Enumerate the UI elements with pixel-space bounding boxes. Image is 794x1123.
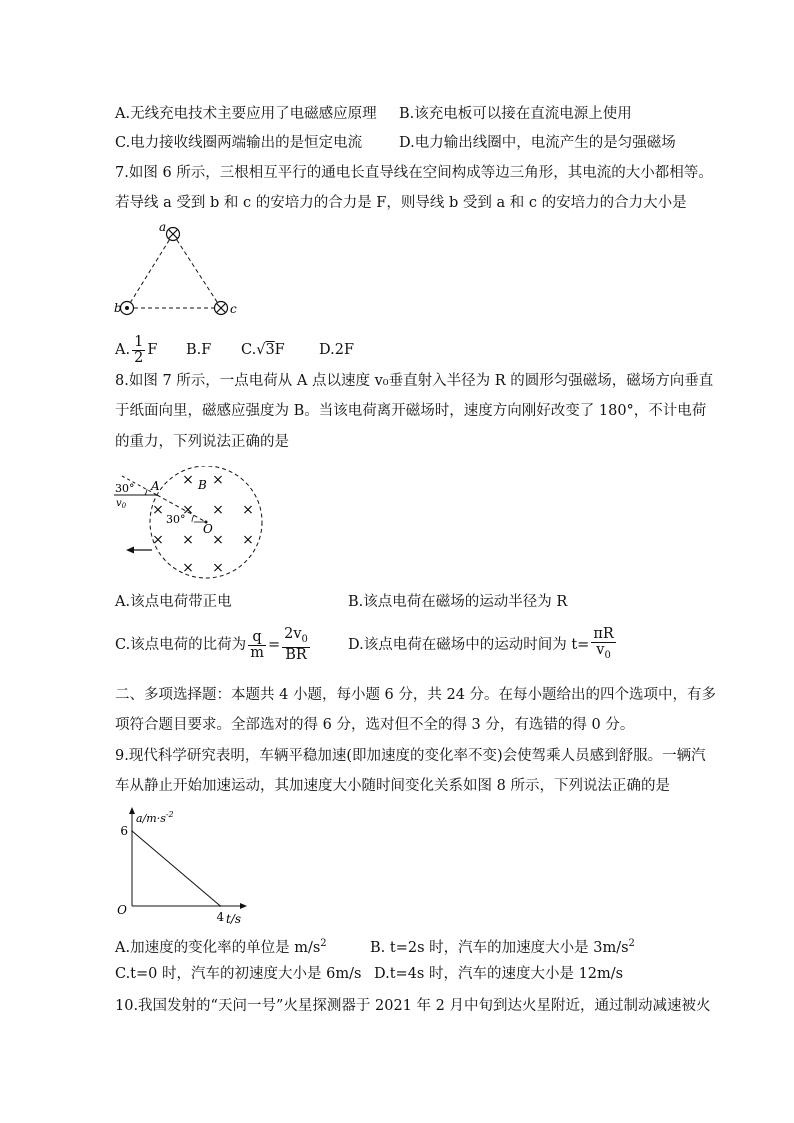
q10-stem-line1: 10.我国发射的“天问一号”火星探测器于 2021 年 2 月中旬到达火星附近，通过制动减速被火 bbox=[115, 998, 711, 1014]
x-axis-arrow-icon bbox=[240, 903, 247, 909]
q8-option-c-den-br: BR bbox=[285, 646, 307, 663]
q7-option-c-suffix: F bbox=[274, 342, 285, 358]
q9-option-d: D.t=4s 时，汽车的速度大小是 12m/s bbox=[374, 966, 624, 982]
data-point bbox=[220, 905, 222, 907]
q7-option-a-den: 2 bbox=[134, 349, 144, 366]
x-axis-label: t/s bbox=[226, 912, 242, 926]
q7-option-d: D.2F bbox=[319, 342, 355, 358]
wire-b-out-of-page-icon bbox=[121, 302, 134, 315]
label-b: b bbox=[114, 301, 122, 315]
q6-option-d: D.电力输出线圈中，电流产生的是匀强磁场 bbox=[399, 135, 676, 151]
field-cross-mark: × bbox=[212, 532, 224, 548]
q9-option-b bbox=[370, 934, 635, 958]
q7-option-c-prefix: C. bbox=[241, 342, 257, 358]
q6-option-b: B.该充电板可以接在直流电源上使用 bbox=[399, 106, 632, 122]
label-O: O bbox=[203, 522, 213, 536]
label-c: c bbox=[230, 302, 237, 316]
exit-arrow-head-icon bbox=[126, 547, 134, 554]
q8-stem-line1: 8.如图 7 所示，一点电荷从 A 点以速度 v₀垂直射入半径为 R 的圆形匀强磁场，磁场方向垂直 bbox=[115, 373, 714, 389]
q6-option-c: C.电力接收线圈两端输出的是恒定电流 bbox=[115, 135, 363, 151]
label-a: a bbox=[159, 220, 167, 234]
label-B: B bbox=[198, 478, 207, 492]
q8-option-d-prefix: D.该点电荷在磁场中的运动时间为 t= bbox=[348, 637, 590, 653]
q9-stem-line1: 9.现代科学研究表明，车辆平稳加速(即加速度的变化率不变)会使驾乘人员感到舒服。一辆汽 bbox=[115, 748, 706, 764]
q7-figure-triangle bbox=[110, 218, 250, 323]
triangle-side-ab bbox=[127, 234, 173, 308]
q7-option-a-suffix: F bbox=[147, 342, 158, 358]
field-cross-mark: × bbox=[152, 502, 164, 518]
field-cross-mark: × bbox=[182, 472, 194, 488]
q7-option-a-num: 1 bbox=[134, 333, 144, 350]
q7-stem-line2: 若导线 a 受到 b 和 c 的安培力的合力是 F，则导线 b 受到 a 和 c 的安培力的合力大小是 bbox=[115, 195, 687, 211]
field-cross-mark: × bbox=[182, 502, 194, 518]
q9-option-a-sup: 2 bbox=[320, 938, 327, 949]
q8-option-c bbox=[115, 625, 312, 665]
wire-c-into-page-icon bbox=[215, 302, 228, 315]
q9-acceleration-time-chart bbox=[110, 804, 250, 929]
y-axis-arrow-icon bbox=[129, 807, 135, 814]
q8-option-c-num-2v: 2v bbox=[284, 626, 302, 643]
wire-a-into-page-icon bbox=[167, 228, 180, 241]
q8-option-d bbox=[348, 625, 618, 665]
q8-option-a: A.该点电荷带正电 bbox=[115, 594, 232, 610]
angle-label-o: 30° bbox=[166, 513, 186, 526]
label-v0-main: v bbox=[116, 498, 122, 509]
q9-stem-line2: 车从静止开始加速运动，其加速度大小随时间变化关系如图 8 所示，下列说法正确的是 bbox=[115, 778, 670, 794]
q9-option-b-sup: 2 bbox=[628, 938, 635, 949]
field-cross-mark: × bbox=[212, 560, 224, 576]
q9-option-a bbox=[115, 934, 327, 958]
q8-stem-line3: 的重力，下列说法正确的是 bbox=[115, 434, 289, 450]
label-v0 bbox=[116, 498, 127, 510]
q8-option-c-num-q: q bbox=[248, 630, 266, 646]
q8-option-c-num-sub: 0 bbox=[301, 633, 308, 645]
q9-option-a-text: A.加速度的变化率的单位是 m/s bbox=[115, 939, 321, 956]
q7-option-a-prefix: A. bbox=[115, 342, 131, 358]
q8-stem-line2: 于纸面向里，磁感应强度为 B。当该电荷离开磁场时，速度方向刚好改变了 180°，不计电荷 bbox=[115, 403, 707, 419]
series-line bbox=[132, 831, 220, 906]
field-cross-mark: × bbox=[182, 532, 194, 548]
angle-arc-a bbox=[145, 489, 147, 495]
q7-stem-line1: 7.如图 6 所示，三根相互平行的通电长直导线在空间构成等边三角形，其电流的大小都相等。 bbox=[115, 165, 713, 181]
q8-option-c-equals: = bbox=[267, 637, 281, 653]
field-cross-mark: × bbox=[242, 532, 254, 548]
q8-figure-magnetic-field bbox=[110, 466, 270, 586]
triangle-side-ac bbox=[173, 234, 221, 308]
field-cross-mark: × bbox=[242, 502, 254, 518]
x-tick-label: 4 bbox=[216, 910, 225, 924]
q8-option-d-den: v bbox=[596, 642, 605, 659]
origin-label: O bbox=[117, 903, 127, 917]
q7-option-c bbox=[241, 340, 285, 360]
label-A: A bbox=[151, 479, 160, 493]
field-cross-mark: × bbox=[212, 502, 224, 518]
q9-option-c: C.t=0 时，汽车的初速度大小是 6m/s bbox=[115, 966, 362, 982]
q6-option-a: A.无线充电技术主要应用了电磁感应原理 bbox=[115, 106, 377, 122]
field-cross-mark: × bbox=[152, 532, 164, 548]
field-cross-mark: × bbox=[182, 560, 194, 576]
q8-option-d-den-sub: 0 bbox=[604, 649, 611, 661]
q8-option-c-den-m: m bbox=[250, 644, 264, 661]
y-axis-label: $a/m\cdot s^{-2}$ bbox=[136, 810, 174, 825]
section2-heading-line1: 二、多项选择题：本题共 4 小题，每小题 6 分，共 24 分。在每小题给出的四个选项中，有多 bbox=[115, 687, 717, 703]
field-cross-mark: × bbox=[212, 472, 224, 488]
q9-option-b-text: B. t=2s 时，汽车的加速度大小是 3m/s bbox=[370, 939, 629, 956]
y-tick-label: 6 bbox=[120, 824, 128, 838]
data-point bbox=[131, 830, 133, 832]
q8-option-b: B.该点电荷在磁场的运动半径为 R bbox=[348, 594, 568, 610]
q7-option-c-radicand: 3 bbox=[265, 342, 275, 358]
label-v0-sub: 0 bbox=[121, 502, 127, 510]
q8-option-d-num: πR bbox=[593, 626, 614, 643]
q7-option-b: B.F bbox=[186, 342, 212, 358]
sqrt-icon: √ bbox=[256, 342, 266, 358]
q8-option-c-prefix: C.该点电荷的比荷为 bbox=[115, 637, 247, 653]
section2-heading-line2: 项符合题目要求。全部选对的得 6 分，选对但不全的得 3 分，有选错的得 0 分。 bbox=[115, 717, 635, 733]
q7-option-a bbox=[115, 332, 157, 368]
y-axis-label-sup: -2 bbox=[165, 810, 174, 819]
angle-label-a: 30° bbox=[115, 482, 135, 495]
